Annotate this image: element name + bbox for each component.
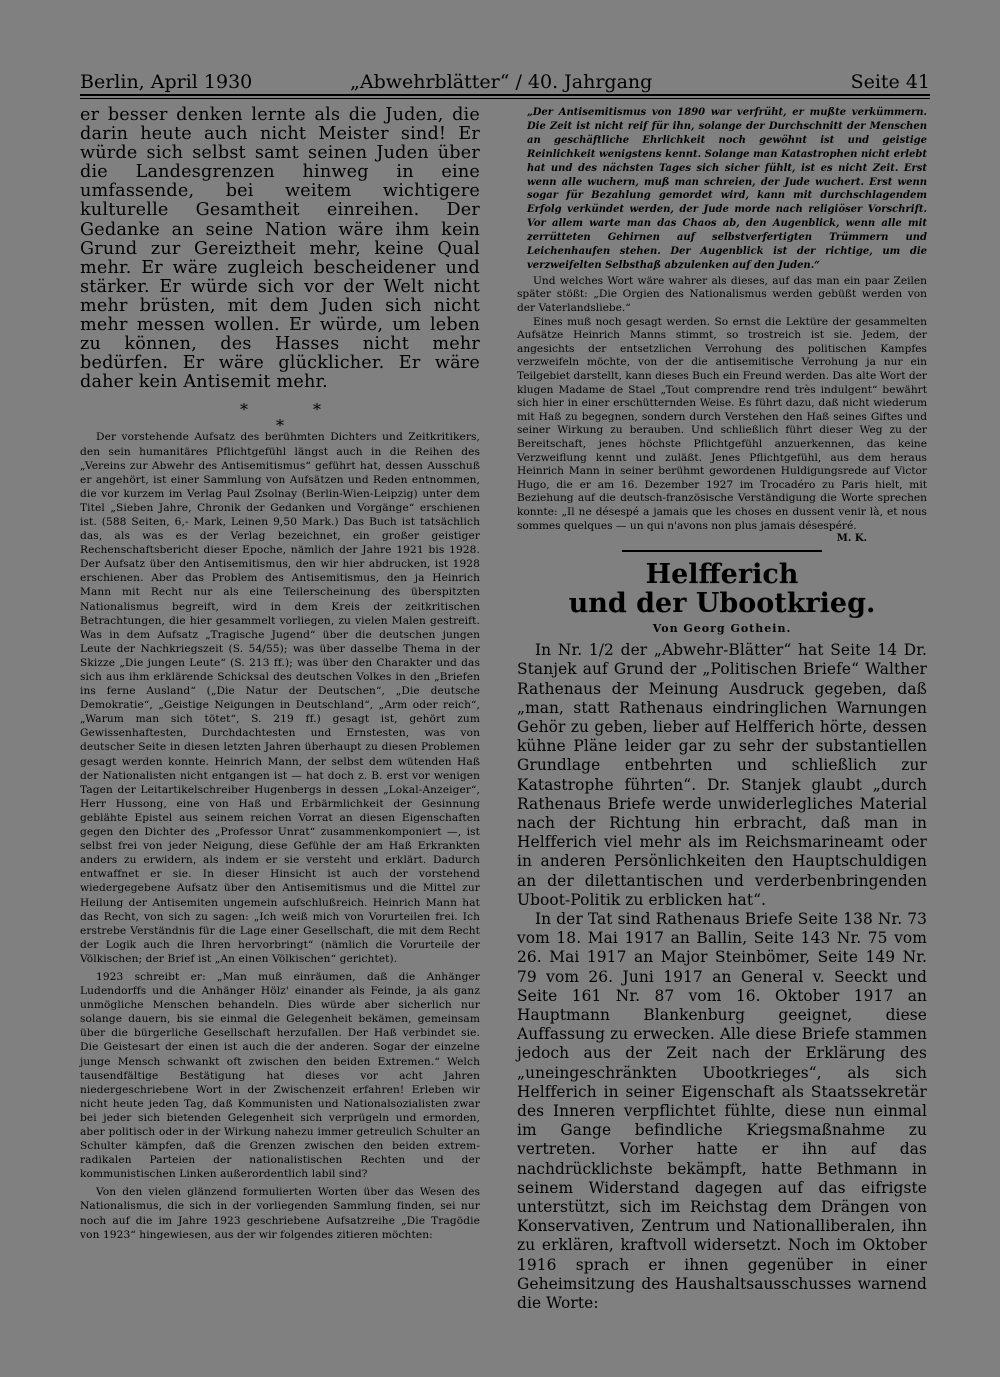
commentary-paragraph-1: Der vorstehende Aufsatz des berühmten Dichters und Zeitkritikers, den sein humanitäres Pflichtgefühl längst auch in die Reihen des „Vereins zur Abwehr des Antisemitismus“ geführt hat, dessen Ausschuß er angehört, ist einer Sammlung von Aufsätzen und Reden entnommen, die vor kurzem im Verlag Paul Zsolnay (Berlin-Wien-Leipzig) unter dem Titel „Sieben Jahre, Chronik der Gedanken und Vorgänge“ erschienen ist. (588 Seiten, 6,- Mark, Leinen 9,50 Mark.) Das Buch ist tatsächlich das, als was es der Verlag bezeichnet, ein großer geistiger Rechenschaftsbericht dieser Epoche, nämlich der Jahre 1921 bis 1928. Der Aufsatz über den Antisemitismus, den wir hier abdrucken, ist 1928 erschienen. Aber das Problem des Antisemitismus, den ja Heinrich Mann mit Recht nur als eine Teilerscheinung des überspitzten Nationalismus begreift, wird in dem Kreis der zeitkritischen Betrachtungen, die hier gesammelt vorliegen, zu vielen Malen gestreift. Was in dem Aufsatz „Tragische Jugend“ über die deutschen jungen Leute der Nachkriegszeit (S. 54/55); was über dasselbe Thema in der Skizze „Die jungen Leute“ (S. 213 ff.); was über den Charakter und das sich aus ihm erklärende Schicksal des deutschen Volkes in den „Briefen ins ferne Ausland“ („Die Natur der Deutschen“, „Die deutsche Demokratie“, „Geistige Neigungen in Deutschland“, „Arm oder reich“, „Warum man sich tötet“, S. 219 ff.) gesagt ist, gehört zum Gewissenhaftesten, Durchdachtesten und Ernstesten, was von deutscher Seite in diesen letzten Jahren überhaupt zu diesen Problemen gesagt werden konnte. Heinrich Mann, der selbst dem wütenden Haß der Nationalisten nicht entgangen ist — hat doch z. B. erst vor wenigen Tagen der Leitartikelschreiber Hugenbergs in dessen „Lokal-Anzeiger“, Herr Hussong, eine von Haß und Erbärmlichkeit der Gesinnung geblähte Epistel aus seinem reichen Vorrat an diesen Eigenschaften gegen den Dichter des „Professor Unrat“ zusammenkomponiert —, ist selbst frei von jeder Neigung, diese Gefühle der am Haß Erkrankten anders zu erwidern, als indem er sie versteht und erklärt. Dadurch entwaffnet er sie. In dieser Hinsicht ist auch der vorstehend wiedergegebene Aufsatz über den Antisemitismus und die Mittel zur Heilung der Antisemiten ungemein aufschlußreich. Heinrich Mann hat das Recht, von sich zu sagen: „Ich weiß mich von Vorurteilen frei. Ich erstrebe Verständnis für die Lage einer Gesellschaft, die mit dem Recht der Logik auch die Ihren hervorbringt“ (nämlich die Vorurteile der Völkischen; der Brief ist „An einen Völkischen“ gerichtet).	[80, 431, 480, 965]
page-header	[80, 70, 930, 94]
article-title	[517, 560, 927, 618]
article-title-line-2: und der Ubootkrieg.	[568, 588, 876, 620]
star-separator: *	[276, 416, 284, 436]
star-separator: *	[240, 400, 248, 420]
commentary-paragraph-2: 1923 schreibt er: „Man muß einräumen, daß die Anhänger Ludendorffs und die Anhänger Hölz' einander als Feinde, ja als ganz unmögliche Menschen behandeln. Dies würde aber sicherlich nur solange dauern, bis sie einmal die Gelegenheit bekämen, gemeinsam über die bürgerliche Gesellschaft herzufallen. Der Haß verbindet sie. Die Geistesart der einen ist auch die der anderen. Sogar der einzelne junge Mensch schwankt oft zwischen den beiden Extremen.“ Welch tausendfältige Bestätigung hat dieses vor acht Jahren niedergeschriebene Wort in der Zwischenzeit erfahren! Erleben wir nicht heute jeden Tag, daß Kommunisten und Nationalsozialisten zwar bei jeder sich bietenden Gelegenheit sich verprügeln und ermorden, aber politisch oder in der Wirkung nahezu immer getreulich Schulter an Schulter kämpfen, daß die Grenzen zwischen den beiden extrem-radikalen Parteien der nationalistischen Rechten und der kommunistischen Linken außerordentlich labil sind?	[80, 970, 480, 1181]
article-title-line-1: Helfferich	[645, 559, 799, 591]
right-column	[517, 106, 927, 1313]
article-divider	[622, 550, 822, 552]
star-separator: *	[313, 400, 321, 420]
author-initials: M. K.	[836, 533, 867, 545]
commentary-paragraph-4: Und welches Wort wäre wahrer als dieses, auf das man ein paar Zeilen später stößt: „Die Orgien des Nationalismus werden gebüßt werden von der Vaterlandsliebe.“	[517, 274, 927, 315]
article-byline: Von Georg Gothein.	[652, 622, 792, 636]
left-column	[80, 106, 480, 1242]
header-page-number: Seite 41	[850, 71, 930, 93]
header-date: Berlin, April 1930	[80, 71, 253, 93]
header-rule-thin	[80, 98, 930, 99]
lead-paragraph: er besser denken lernte als die Juden, die darin heute auch nicht Meister sind! Er würde sich selbst samt seinen Juden über die Landesgrenzen hinweg in eine umfassende, bei weitem wichtigere kulturelle Gesamtheit einreihen. Der Gedanke an seine Nation wäre ihm kein Grund zur Gereiztheit mehr, keine Qual mehr. Er wäre zugleich bescheidener und stärker. Er würde sich vor der Welt nicht mehr brüsten, mit dem Juden sich nicht mehr messen wollen. Er würde, um leben zu können, des Hasses nicht mehr bedürfen. Er wäre glücklicher. Er wäre daher kein Antisemit mehr.	[80, 105, 480, 393]
commentary-paragraph-5: Eines muß noch gesagt werden. So ernst die Lektüre der gesammelten Aufsätze Heinrich Manns stimmt, so trostreich ist sie. Jedem, der angesichts der entsetzlichen Verrohung des politischen Kampfes verzweifeln möchte, von der die antisemitische Verrohung ja nur ein Teilgebiet darstellt, kann dieses Buch ein Freund werden. Das alte Wort der klugen Madame de Stael „Tout comprendre rend très indulgent“ bewährt sich hier in einer erschütternden Weise. Es führt dazu, daß nicht wiederum mit Haß zu begegnen, sondern durch Verstehen den Haß seines Giftes und seiner Wirkung zu berauben. Und schließlich führt dieser Weg zu der Bereitschaft, jenes höchste Pflichtgefühl anzuerkennen, das keine Verzweiflung kennt und zuläßt. Jenes Pflichtgefühl, aus dem heraus Heinrich Mann in seiner berühmt gewordenen Huldigungsrede auf Victor Hugo, die er am 16. Dezember 1927 im Trocadéro zu Paris hielt, mit Beziehung auf die deutsch-französische Verständigung die Worte sprechen konnte: „Il ne désespé a jamais que les choses en dussent venir là, et nous sommes quelques — un qui n'avons non plus jamais désespéré.	[517, 315, 927, 532]
quotation-block: „Der Antisemitismus von 1890 war verfrüht, er mußte verkümmern. Die Zeit ist nicht reif für ihn, solange der Durchschnitt der Menschen an geschäftliche Ehrlichkeit noch gewöhnt ist und geistige Reinlichkeit wenigstens kennt. Solange man Katastrophen nicht erlebt hat und des nächsten Tages sich sicher fühlt, ist es nicht Zeit. Erst wenn alle wuchern, muß man schreien, der Jude wuchert. Erst wenn sogar für Bezahlung gemordet wird, kann mit durchschlagendem Erfolg verkündet werden, der Jude morde nach religiöser Vorschrift. Vor allem warte man das Chaos ab, den Augenblick, wenn alle mit zerrütteten Gehirnen auf selbstverfertigten Trümmern und Leichenhaufen stehen. Der Augenblick ist der richtige, um die verzweifelten Selbsthaß abzulenken auf den Juden.“	[527, 107, 927, 271]
commentary-paragraph-3: Von den vielen glänzend formulierten Worten über das Wesen des Nationalismus, die sich in der vorliegenden Sammlung finden, sei nur noch auf die im Jahre 1923 geschriebene Aufsatzreihe „Die Tragödie von 1923“ hingewiesen, aus der wir folgendes zitieren möchten:	[80, 1186, 480, 1241]
header-publication: „Abwehrblätter“ / 40. Jahrgang	[350, 71, 653, 93]
section-stars	[80, 400, 480, 436]
article-paragraph-1: In Nr. 1/2 der „Abwehr-Blätter“ hat Seite 14 Dr. Stanjek auf Grund der „Politischen Briefe“ Walther Rathenaus der Meinung Ausdruck gegeben, daß „man, statt Rathenaus eindringlichen Warnungen Gehör zu geben, lieber auf Helfferich hörte, dessen kühne Pläne leider gar zu sehr der substantiellen Grundlage entbehrten und schließlich zur Katastrophe führten“. Dr. Stanjek glaubt „durch Rathenaus Briefe werde unwiderlegliches Material nach der Richtung hin erbracht, daß man in Helfferich viel mehr als im Reichsmarineamt oder in anderen Persönlichkeiten den Hauptschuldigen an der dilettantischen und verderbenbringenden Uboot-Politik zu erblicken hat“.	[517, 641, 927, 909]
article-paragraph-2: In der Tat sind Rathenaus Briefe Seite 138 Nr. 73 vom 18. Mai 1917 an Ballin, Seite 143 Nr. 75 vom 26. Mai 1917 an Major Steinbömer, Seite 149 Nr. 79 vom 26. Juni 1917 an General v. Seeckt und Seite 161 Nr. 87 vom 16. Oktober 1917 an Hauptmann Blankenburg geeignet, diese Auffassung zu erwecken. Alle diese Briefe stammen jedoch aus der Zeit nach der Erklärung des „uneingeschränkten Ubootkrieges“, als sich Helfferich in seiner Eigenschaft als Staatssekretär des Inneren verpflichtet fühlte, diese nun einmal im Gange befindliche Kriegsmaßnahme zu vertreten. Vorher hatte er ihn auf das nachdrücklichste bekämpft, hatte Bethmann in seinem Widerstand dagegen auf das eifrigste unterstützt, sich im Reichstag dem Drängen von Konservativen, Zentrum und Nationalliberalen, ihn zu erklären, kraftvoll widersetzt. Noch im Oktober 1916 sprach er ihnen gegenüber in einer Geheimsitzung des Haushaltsausschusses warnend die Worte:	[517, 910, 927, 1313]
header-rule	[80, 94, 930, 96]
